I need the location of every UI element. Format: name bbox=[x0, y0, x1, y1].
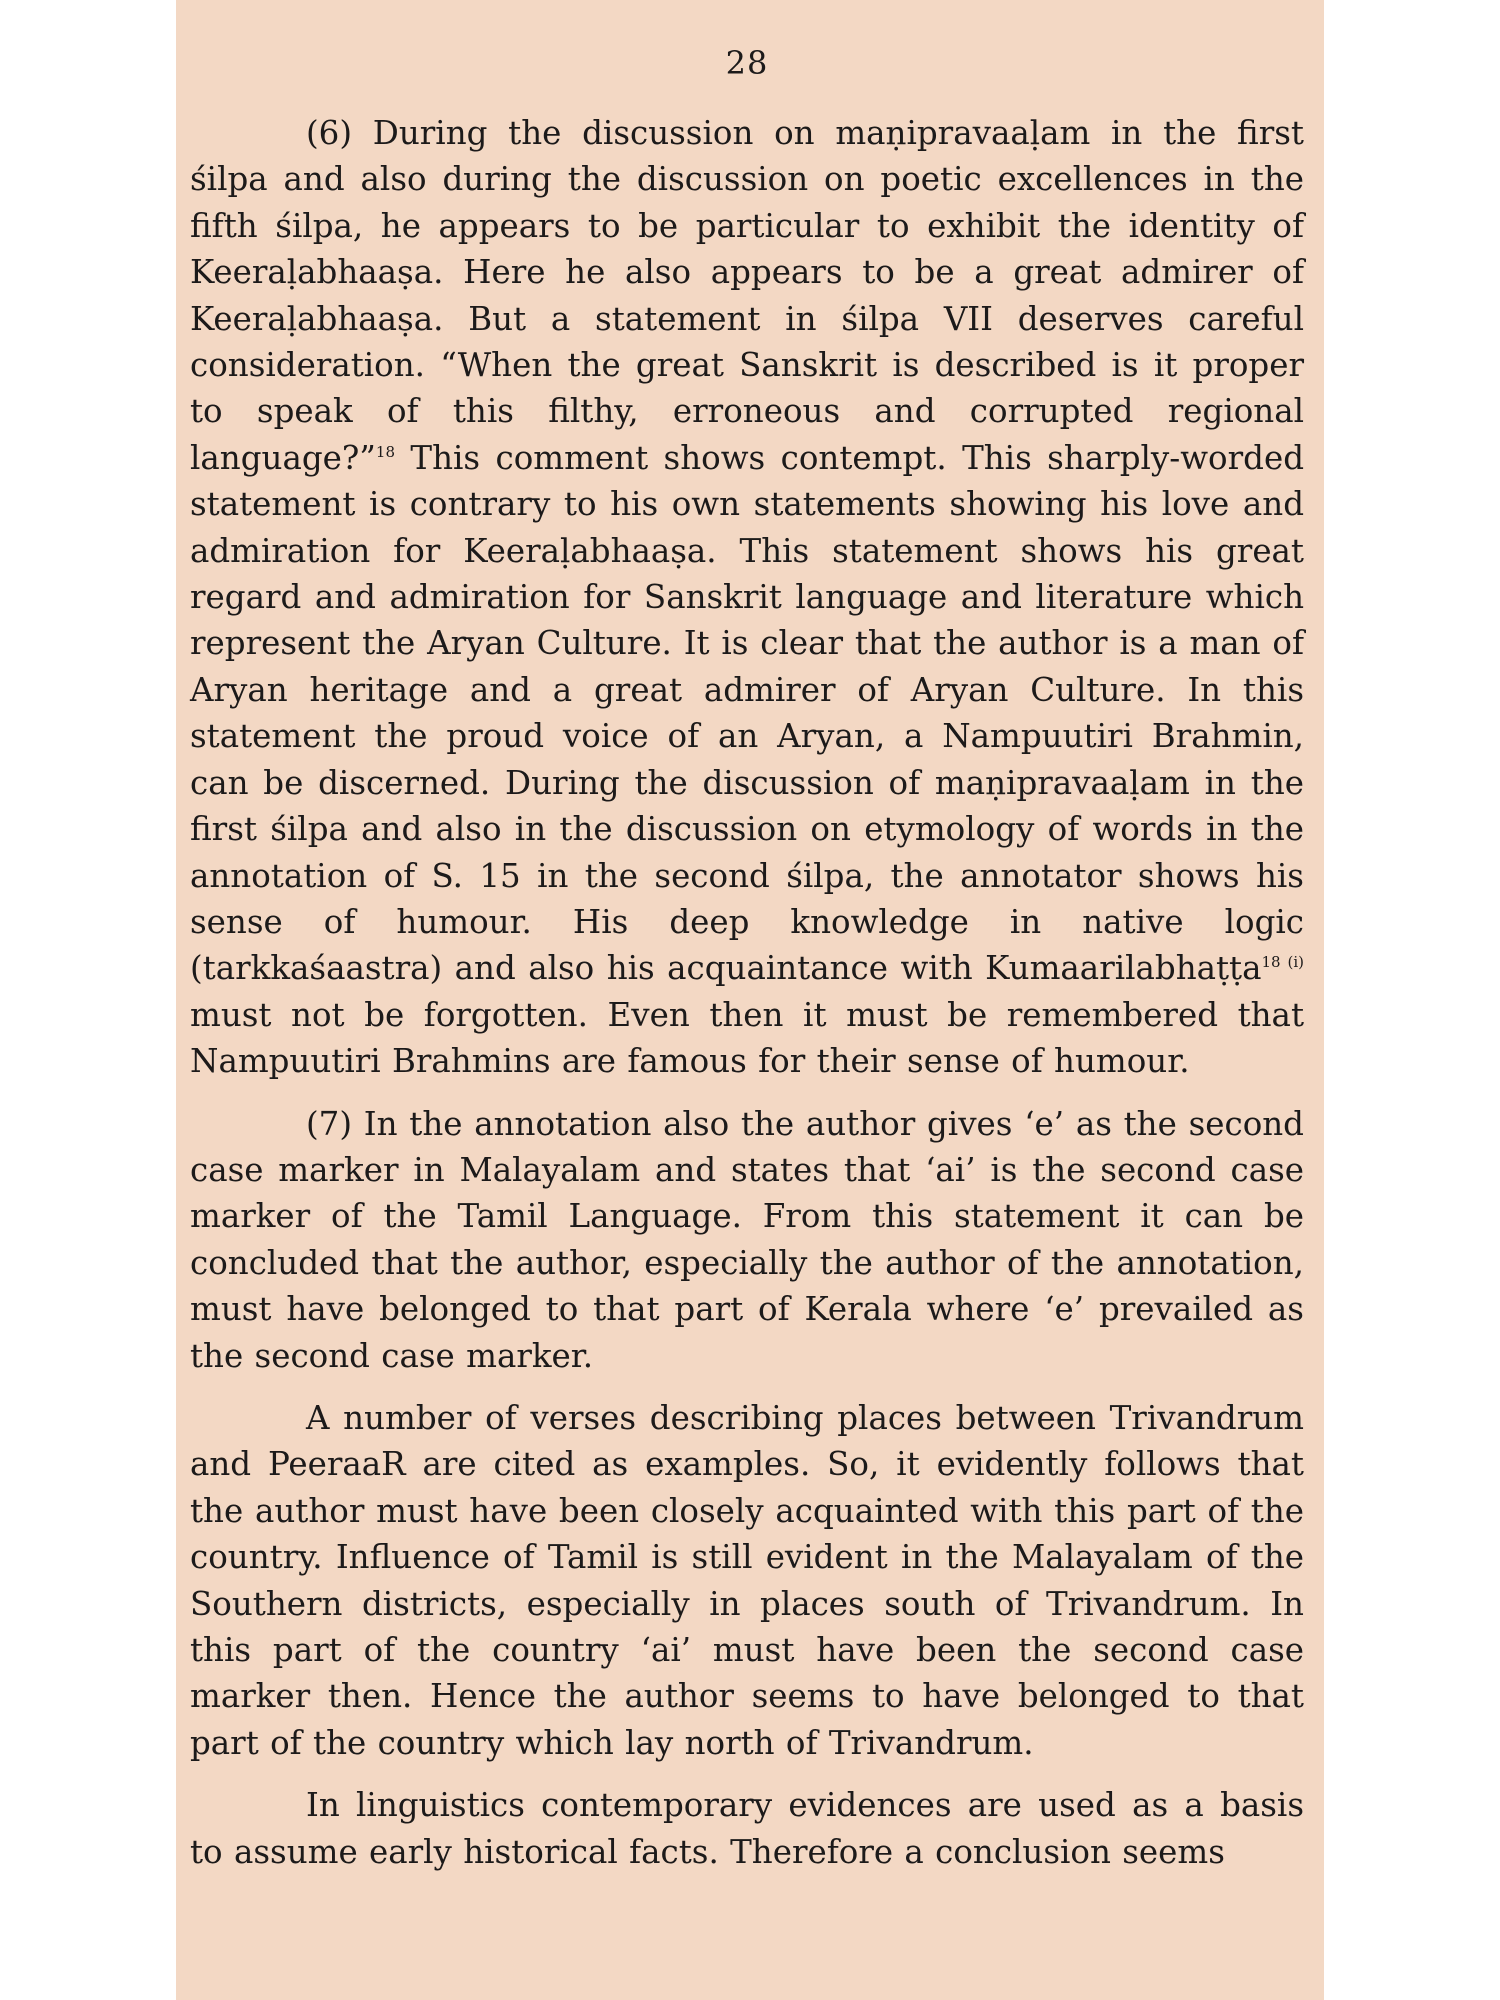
page-number: 28 bbox=[725, 44, 769, 82]
paragraph-linguistics: In linguistics contemporary evidences are used as a basis to assume early historical facts. Therefore a conclusion seems bbox=[190, 1786, 1304, 1871]
paragraph-6-text-c: must not be forgotten. Even then it must be remembered that Nampuutiri Brahmins are famous for their sense of humour. bbox=[190, 995, 1304, 1081]
paragraph-6-text-b: This comment shows contempt. This sharply-worded statement is contrary to his own statements showing his love and admiration for Keeraḷabhaaṣa. This statement shows his great regard and admiration for Sanskrit language and literature which represent the Aryan Culture. It is clear that the author is a man of Aryan heritage and a great admirer of Aryan Culture. In this statement the proud voice of an Aryan, a Nampuutiri Brahmin, can be discerned. During the discussion of maṇipravaaḷam in the first śilpa and also in the discussion on etymology of words in the annotation of S. 15 in the second śilpa, the annotator shows his sense of humour. His deep knowledge in native logic (tarkkaśaastra) and also his acquaintance with Kumaarilabhaṭṭa bbox=[190, 438, 1304, 988]
paragraph-6 bbox=[190, 110, 1304, 1085]
paragraph-7: (7) In the annotation also the author gives ‘e’ as the second case marker in Malayalam and states that ‘ai’ is the second case marker of the Tamil Language. From this statement it can be concluded that the author, especially the author of the annotation, must have belonged to that part of Kerala where ‘e’ prevailed as the second case marker. bbox=[190, 1104, 1304, 1375]
footnote-ref-18: 18 bbox=[375, 443, 395, 462]
paragraph-verses: A number of verses describing places between Trivandrum and PeeraaR are cited as examples. So, it evidently follows that the author must have been closely acquainted with this part of the country. Influence of Tamil is still evident in the Malayalam of the Southern districts, especially in places south of Trivandrum. In this part of the country ‘ai’ must have been the second case marker then. Hence the author seems to have belonged to that part of the country which lay north of Trivandrum. bbox=[190, 1398, 1304, 1762]
paragraph-6-text-a: (6) During the discussion on maṇipravaaḷam in the first śilpa and also during the discussion on poetic excellences in the fifth śilpa, he appears to be particular to exhibit the identity of Keeraḷabhaaṣa. Here he also appears to be a great admirer of Keeraḷabhaaṣa. But a statement in śilpa VII deserves careful consideration. “When the great Sanskrit is described is it proper to speak of this filthy, erroneous and corrupted regional language?” bbox=[190, 114, 1304, 477]
book-page bbox=[176, 0, 1324, 2000]
footnote-ref-18i: 18 (i) bbox=[1261, 953, 1304, 972]
